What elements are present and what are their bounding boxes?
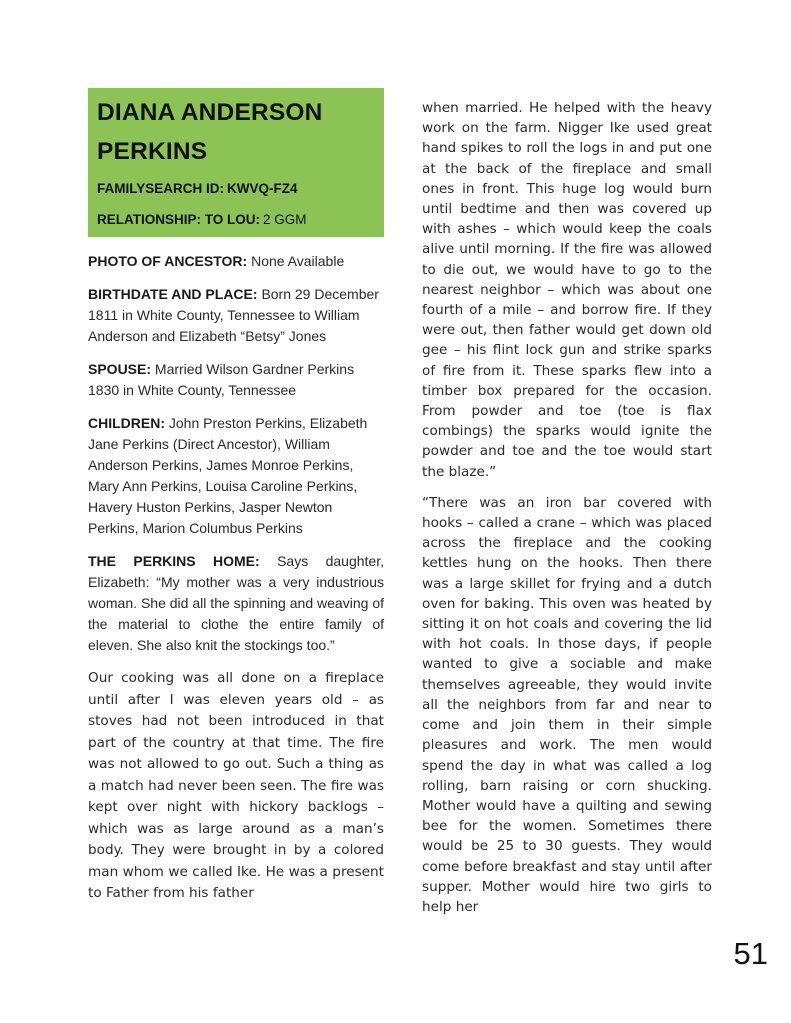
children-section: [88, 413, 384, 539]
photo-of-ancestor-text: None Available: [251, 253, 345, 269]
memoir-paragraph-crane: “There was an iron bar covered with hooks – called a crane – which was placed across the fireplace and the cooking kettles hung on the hooks. Then there was a large skillet for frying and a dutch oven for baking. This oven was heated by sitting it on hot coals and covering the lid with hot coals. In those days, if people wanted to give a sociable and make themselves agreeable, they would invite all the neighbors from far and near to come and join them in their simple pleasures and work. The men would spend the day in what was called a log rolling, barn raising or corn shucking. Mother would have a quilting and sewing bee for the women. Sometimes there would be 25 to 30 guests. They would come before breakfast and stay until after supper. Mother would hire two girls to help her: [422, 494, 712, 915]
spouse-text: Married Wilson Gardner Perkins 1830 in White County, Tennessee: [88, 361, 355, 398]
memoir-paragraph-continued: when married. He helped with the heavy work on the farm. Nigger Ike used great hand spikes to roll the logs in and put one at the back of the fireplace and small ones in front. This huge log would burn until bedtime and then was covered up with ashes – which would keep the coals alive until morning. If the fire was allowed to die out, we would have to go to the nearest neighbor – which was about one fourth of a mile – and borrow fire. If they were out, then father would get down old gee – his flint lock gun and strike sparks of fire from it. These sparks flew into a timber box prepared for the occasion. From powder and toe (toe is flax combings) the sparks would ignite the powder and toe and the toe would start the blaze.”: [422, 100, 712, 480]
birthdate-text: Born 29 December 1811 in White County, Tennessee to William Anderson and Elizabeth “Betsy” Jones: [88, 286, 379, 344]
perkins-home-text: Says daughter, Elizabeth: “My mother was a very industrious woman. She did all the spinning and weaving of the material to clothe the entire family of eleven. She also knit the stockings too.”: [88, 553, 384, 653]
familysearch-id-row: [97, 180, 375, 197]
photo-of-ancestor-label: PHOTO OF ANCESTOR:: [88, 253, 248, 269]
familysearch-id-label: FAMILYSEARCH ID:: [97, 181, 225, 196]
relationship-value: 2 GGM: [263, 212, 307, 227]
familysearch-id-value: KWVQ-FZ4: [227, 181, 298, 196]
page-title: DIANA ANDERSON PERKINS: [97, 99, 323, 165]
spouse-label: SPOUSE:: [88, 361, 152, 377]
relationship-label: RELATIONSHIP: TO LOU:: [97, 212, 260, 227]
birthdate-section: [88, 284, 384, 347]
birthdate-label: BIRTHDATE AND PLACE:: [88, 286, 258, 302]
spouse-section: [88, 359, 384, 401]
perkins-home-label: THE PERKINS HOME:: [88, 553, 260, 569]
right-column: [422, 98, 712, 928]
left-column: [88, 88, 384, 905]
memoir-paragraph-left: Our cooking was all done on a fireplace until after I was eleven years old – as stoves had not been introduced in that part of the country at that time. The fire was not allowed to go out. Such a thing as a match had never been seen. The fire was kept over night with hickory backlogs – which was as large around as a man’s body. They were brought in by a colored man whom we called Ike. He was a present to Father from his father: [88, 670, 384, 901]
children-label: CHILDREN:: [88, 415, 165, 431]
ancestor-header-box: [88, 88, 384, 237]
page-number: 51: [733, 936, 768, 971]
relationship-row: [97, 211, 375, 228]
photo-of-ancestor-section: [88, 251, 384, 272]
perkins-home-section: [88, 551, 384, 656]
children-text: John Preston Perkins, Elizabeth Jane Perkins (Direct Ancestor), William Anderson Perkins, James Monroe Perkins, Mary Ann Perkins, Louisa Caroline Perkins, Havery Huston Perkins, Jasper Newton Perkins, Marion Columbus Perkins: [88, 415, 368, 536]
